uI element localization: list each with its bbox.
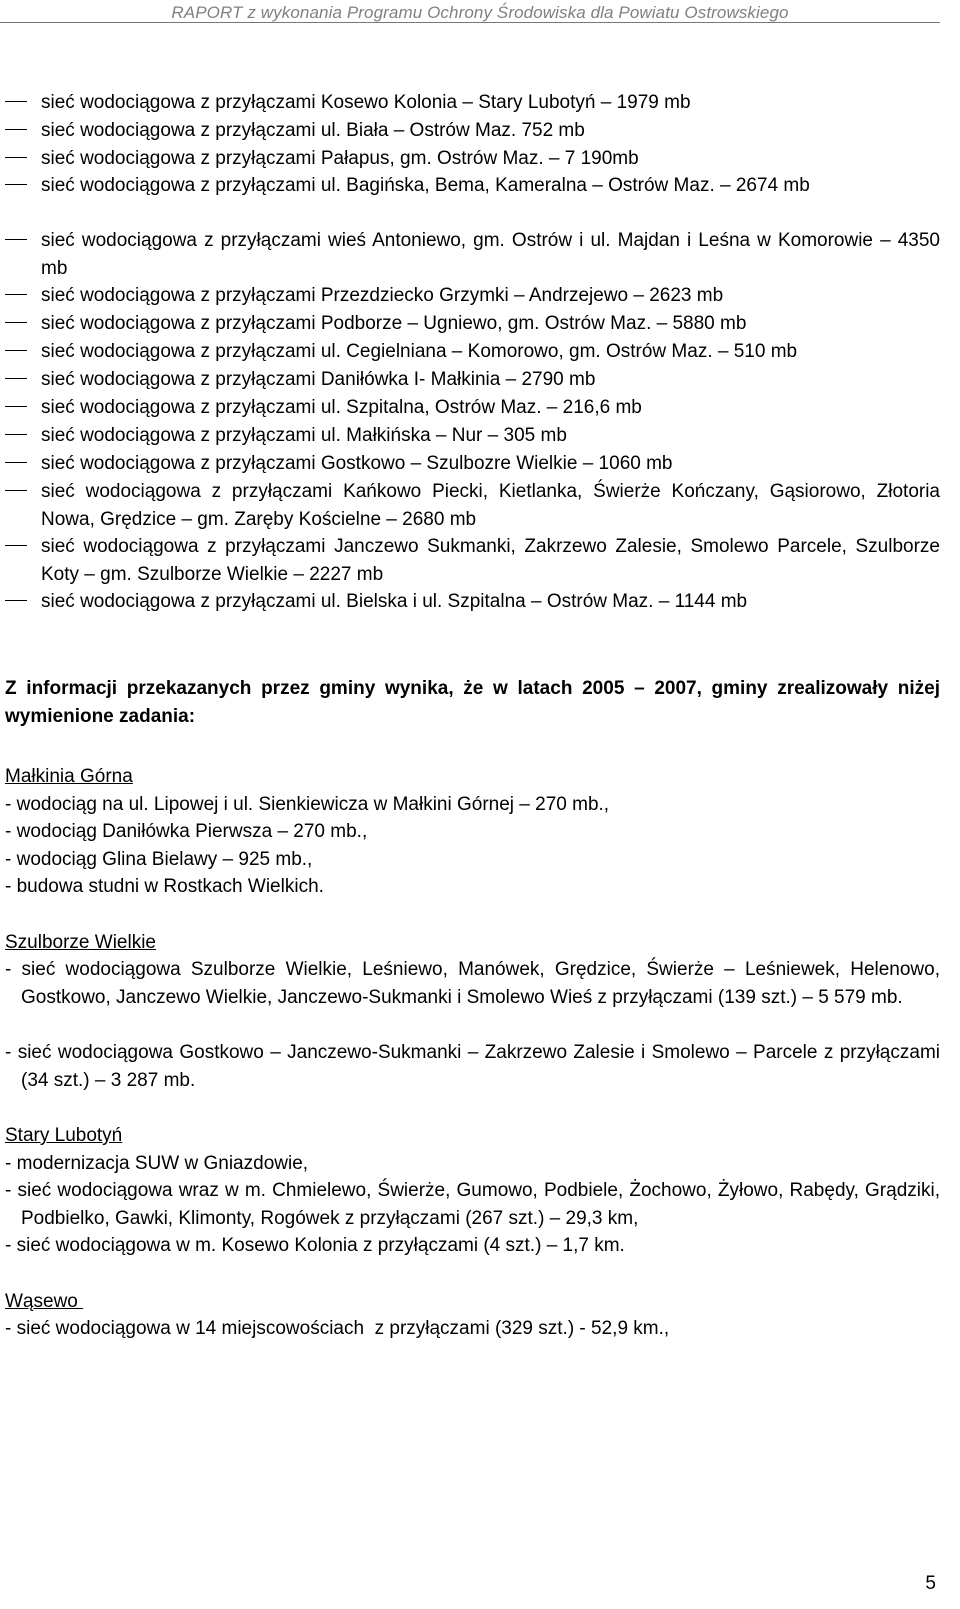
dash-bullet [5, 434, 27, 435]
list-item: - sieć wodociągowa w 14 miejscowościach z przyłączami (329 szt.) - 52,9 km., [5, 1318, 670, 1339]
section-heading-malkinia: Małkinia Górna [5, 766, 133, 787]
dash-bullet [5, 490, 27, 491]
dash-bullet [5, 157, 27, 158]
dash-bullet [5, 129, 27, 130]
list-item: - sieć wodociągowa Gostkowo – Janczewo-Sukmanki – Zakrzewo Zalesie i Smolewo – Parcele z przyłączami (34 szt.) – 3 287 mb. [5, 1042, 940, 1091]
header-title: RAPORT z wykonania Programu Ochrony Środowiska dla Powiatu Ostrowskiego [171, 3, 789, 22]
list-item: - wodociąg Glina Bielawy – 925 mb., [5, 849, 313, 870]
dash-bullet [5, 545, 27, 546]
list-item: - wodociąg na ul. Lipowej i ul. Sienkiewicza w Małkini Górnej – 270 mb., [5, 794, 610, 815]
list-item: - sieć wodociągowa wraz w m. Chmielewo, Świerże, Gumowo, Podbiele, Żochowo, Żyłowo, Rabędy, Grądziki, Podbielko, Gawki, Klimonty, Rogówek z przyłączami (267 szt.) – 29,3 km, [5, 1180, 940, 1229]
dash-bullet [5, 294, 27, 295]
section-heading-wasewo: Wąsewo [5, 1291, 84, 1312]
list-item: - modernizacja SUW w Gniazdowie, [5, 1153, 309, 1174]
page-number: 5 [925, 1573, 936, 1594]
section-heading-szulborze: Szulborze Wielkie [5, 932, 156, 953]
dash-bullet [5, 462, 27, 463]
dash-bullet [5, 101, 27, 102]
list-item: - sieć wodociągowa w m. Kosewo Kolonia z przyłączami (4 szt.) – 1,7 km. [5, 1235, 625, 1256]
list-item: - wodociąg Daniłówka Pierwsza – 270 mb., [5, 821, 368, 842]
dash-bullet [5, 600, 27, 601]
dash-bullet [5, 239, 27, 240]
page-header [0, 0, 960, 30]
dash-bullet [5, 378, 27, 379]
list-item: - sieć wodociągowa Szulborze Wielkie, Leśniewo, Manówek, Grędzice, Świerże – Leśniewek, Helenowo, Gostkowo, Janczewo Wielkie, Janczewo-Sukmanki i Smolewo Wieś z przyłączami (139 szt.) – 5 579 mb. [5, 959, 940, 1008]
header-rule [0, 22, 940, 23]
dash-bullet [5, 322, 27, 323]
dash-bullet [5, 406, 27, 407]
list-item: - budowa studni w Rostkach Wielkich. [5, 876, 324, 897]
section-heading-stary-lubotyn: Stary Lubotyń [5, 1125, 123, 1146]
intro-paragraph: Z informacji przekazanych przez gminy wynika, że w latach 2005 – 2007, gminy zrealizowały niżej wymienione zadania: [5, 678, 940, 727]
dash-bullet [5, 350, 27, 351]
